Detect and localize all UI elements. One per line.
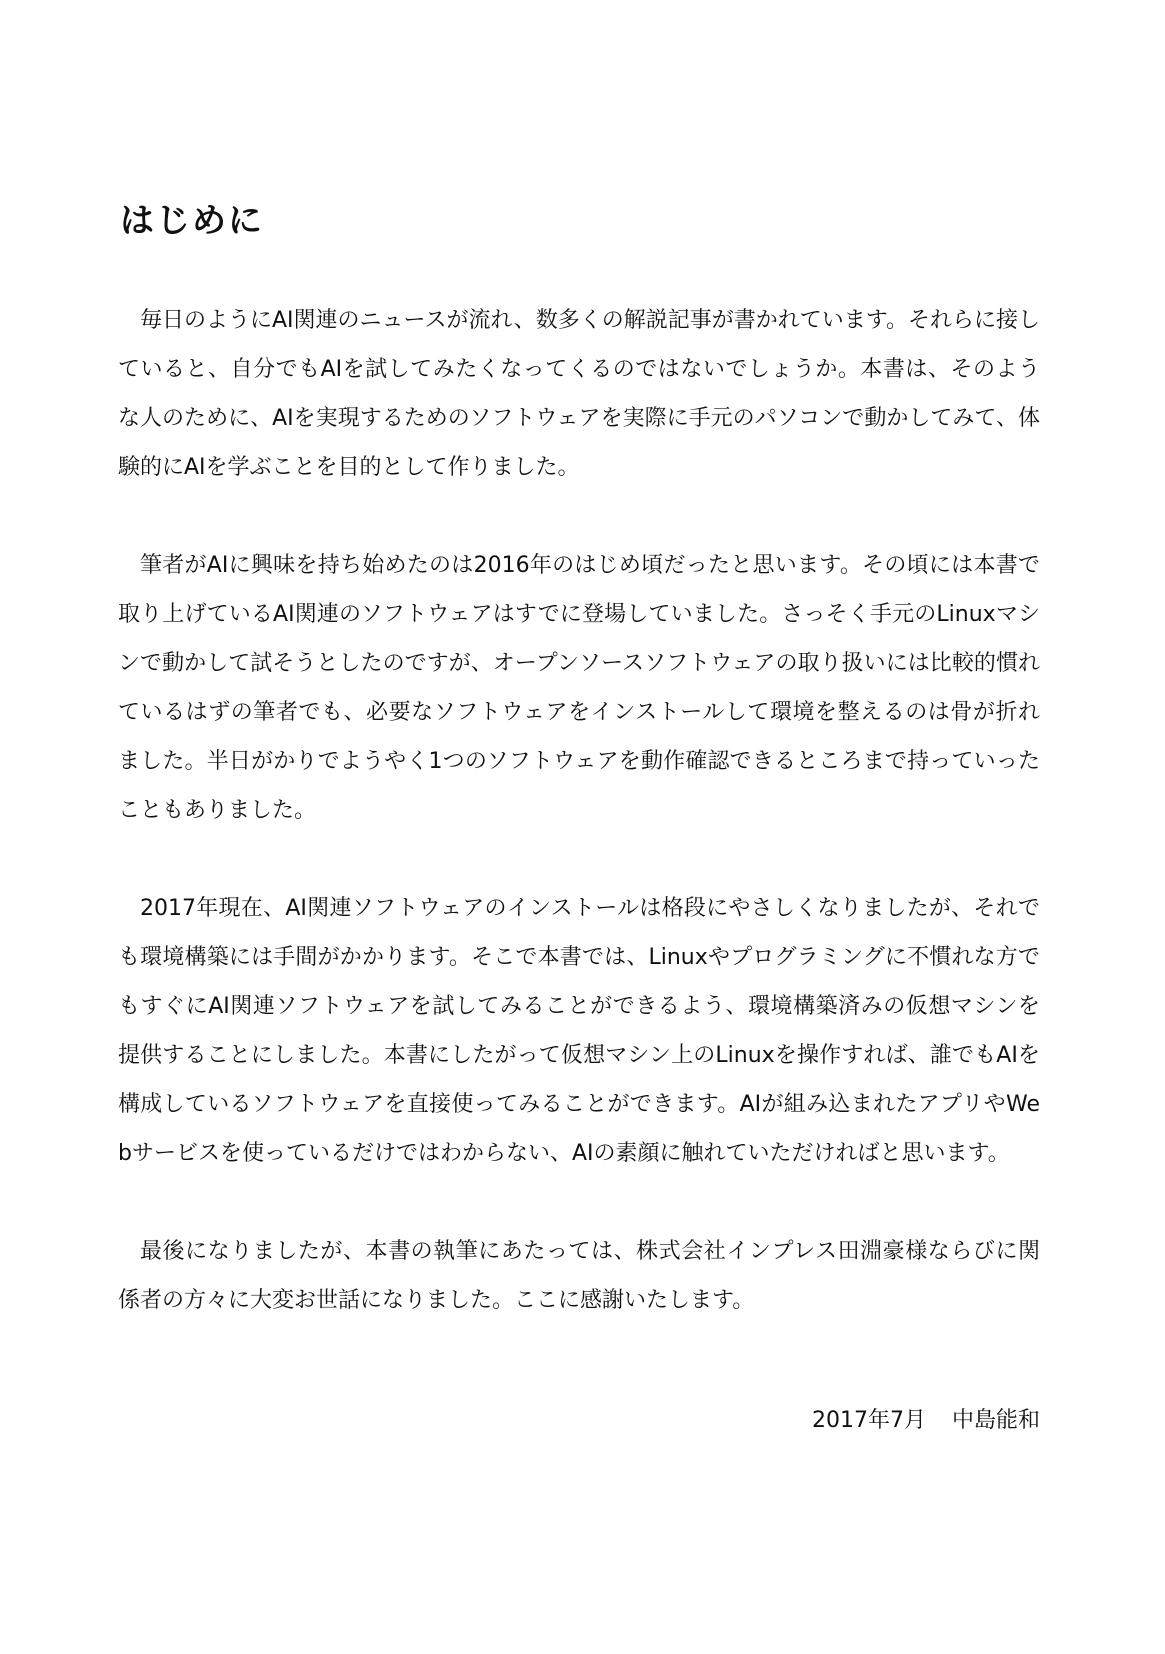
paragraph-3: 2017年現在、AI関連ソフトウェアのインストールは格段にやさしくなりましたが、それでも環境構築には手間がかかります。そこで本書では、Linuxやプログラミングに不慣れな方でもすぐにAI関連ソフトウェアを試してみることができるよう、環境構築済みの仮想マシンを提供することにしました。本書にしたがって仮想マシン上のLinuxを操作すれば、誰でもAIを構成しているソフトウェアを直接使ってみることができます。AIが組み込まれたアプリやWebサービスを使っているだけではわからない、AIの素顔に触れていただければと思います。: [118, 896, 1040, 1166]
paragraph-4: 最後になりましたが、本書の執筆にあたっては、株式会社インプレス田淵豪様ならびに関係者の方々に大変お世話になりました。ここに感謝いたします。: [118, 1239, 1040, 1313]
preface-body: [118, 296, 1040, 1374]
signature-date: 2017年7月: [811, 1408, 926, 1433]
paragraph-1: 毎日のようにAI関連のニュースが流れ、数多くの解説記事が書かれています。それらに接していると、自分でもAIを試してみたくなってくるのではないでしょうか。本書は、そのような人のために、AIを実現するためのソフトウェアを実際に手元のパソコンで動かしてみて、体験的にAIを学ぶことを目的として作りました。: [118, 308, 1041, 480]
signature: [812, 1396, 1040, 1445]
page-title: はじめに: [120, 201, 264, 241]
paragraph-2: 筆者がAIに興味を持ち始めたのは2016年のはじめ頃だったと思います。その頃には本書で取り上げているAI関連のソフトウェアはすでに登場していました。さっそく手元のLinuxマシンで動かして試そうとしたのですが、オープンソースソフトウェアの取り扱いには比較的慣れているはずの筆者でも、必要なソフトウェアをインストールして環境を整えるのは骨が折れました。半日がかりでようやく1つのソフトウェアを動作確認できるところまで持っていったこともありました。: [118, 553, 1040, 823]
signature-author: 中島能和: [951, 1408, 1040, 1433]
